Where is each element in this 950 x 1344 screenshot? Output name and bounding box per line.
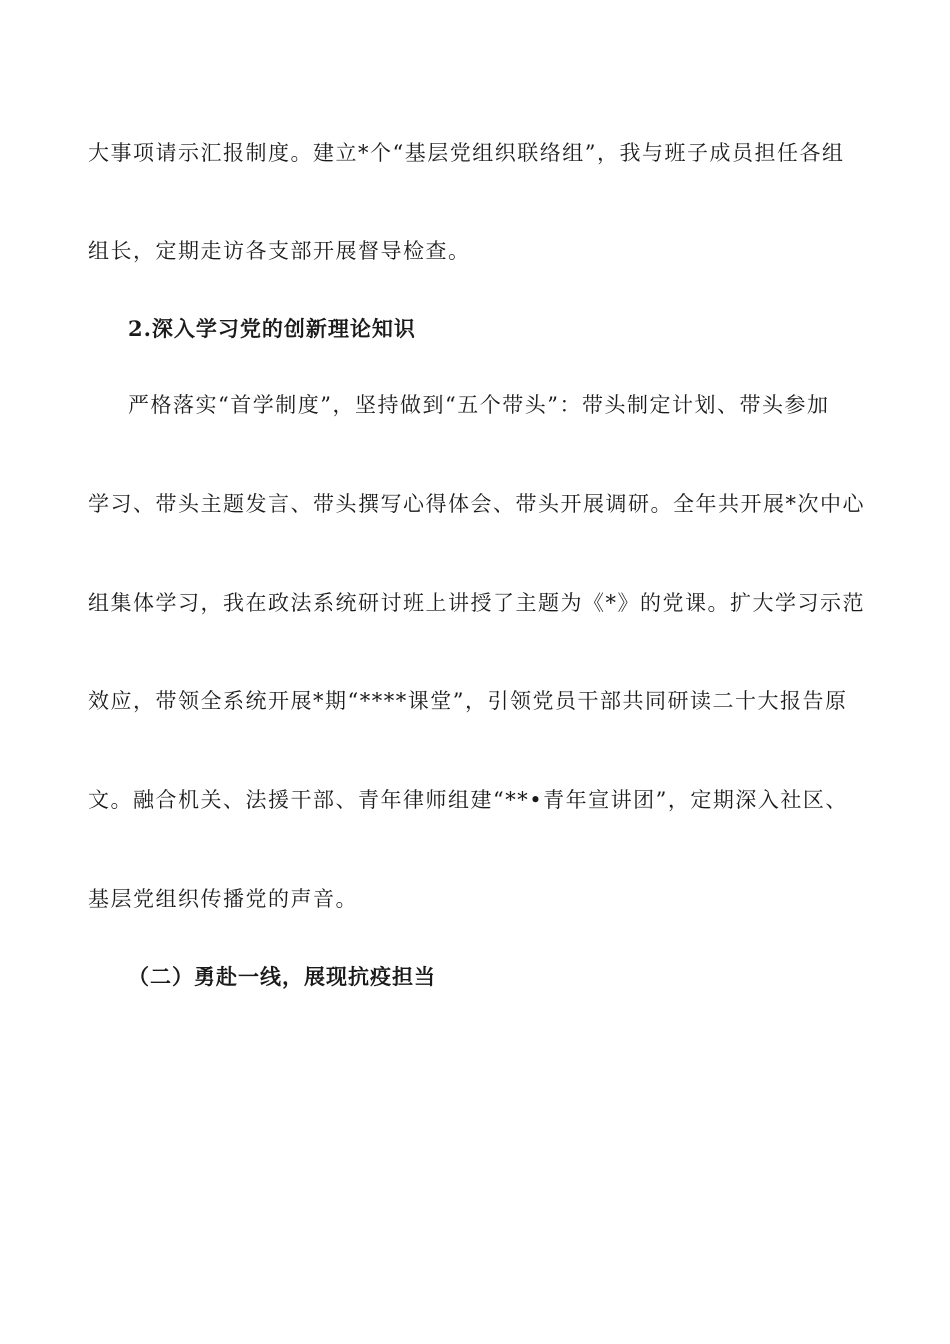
section-heading: （二）勇赴一线，展现抗疫担当: [128, 964, 436, 989]
subsection-heading: 2.深入学习党的创新理论知识: [128, 316, 416, 341]
paragraph-line: 组长，定期走访各支部开展督导检查。: [88, 239, 471, 263]
paragraph-line: 学习、带头主题发言、带头撰写心得体会、带头开展调研。全年共开展*次中心: [88, 492, 865, 516]
paragraph-line: 文。融合机关、法援干部、青年律师组建“**•青年宣讲团”，定期深入社区、: [88, 788, 848, 812]
paragraph-line: 效应，带领全系统开展*期“****课堂”，引领党员干部共同研读二十大报告原: [88, 689, 848, 713]
paragraph-line: 基层党组织传播党的声音。: [88, 887, 358, 911]
paragraph-line: 严格落实“首学制度”，坚持做到“五个带头”：带头制定计划、带头参加: [128, 393, 830, 417]
paragraph-line: 大事项请示汇报制度。建立*个“基层党组织联络组”，我与班子成员担任各组: [88, 141, 845, 165]
paragraph-line: 组集体学习，我在政法系统研讨班上讲授了主题为《*》的党课。扩大学习示范: [88, 591, 865, 615]
